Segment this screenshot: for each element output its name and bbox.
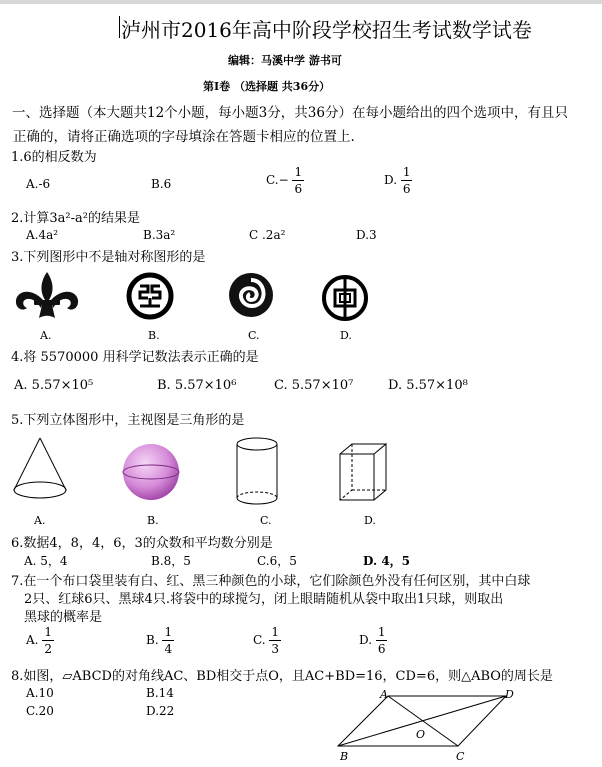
q6-option-c: C.6，5 [257,554,297,568]
page-title: 泸州市2016年高中阶段学校招生考试数学试卷 [121,18,532,42]
q1-d-prefix: D. [384,173,398,187]
q6-option-a: A. 5，4 [24,554,68,568]
point-label-d: D [505,688,514,701]
q2-option-b: B.3a² [143,228,176,242]
text-cursor [119,16,120,38]
q7-option-d [359,626,387,655]
coin-symbol-b-icon [126,272,174,320]
q3-label-a: A. [40,329,52,342]
q8-stem: 8.如图，▱ABCD的对角线AC、BD相交于点O，且AC+BD=16，CD=6，则△ABO的周长是 [11,669,553,684]
q7-option-c [253,626,281,655]
point-label-c: C [456,750,465,763]
q7-line3: 黑球的概率是 [24,610,103,625]
cone-icon [10,434,70,504]
q1-c-numerator: 1 [294,165,303,179]
q7-a-numerator: 1 [44,625,52,639]
q7-option-b [146,626,174,655]
q2-stem: 2.计算3a²-a²的结果是 [11,211,140,226]
q7-line1: 7.在一个布口袋里装有白、红、黑三种颜色的小球，它们除颜色外没有任何区别，其中白球 [11,574,531,589]
q7-line2: 2只、红球6只、黑球4只.将袋中的球搅匀，闭上眼睛随机从袋中取出1只球，则取出 [24,592,504,607]
point-label-a: A [380,688,388,701]
q1-c-denominator: 6 [294,182,303,196]
q5-label-d: D. [364,514,376,527]
q4-option-d: D. 5.57×10⁸ [388,378,468,393]
q4-option-a: A. 5.57×10⁵ [14,378,94,393]
point-label-b: B [340,750,349,763]
q1-option-c [266,166,304,195]
q1-option-a: A.-6 [26,177,51,191]
q7-c-prefix: C. [253,633,266,647]
q1-d-denominator: 6 [402,182,411,196]
rectangular-prism-icon [334,440,392,506]
q3-label-c: C. [248,329,260,342]
q5-stem: 5.下列立体图形中，主视图是三角形的是 [11,413,245,428]
q3-label-b: B. [148,329,160,342]
q7-c-denominator: 3 [271,642,280,656]
q8-option-c: C.20 [26,704,54,718]
q3-label-d: D. [340,329,352,342]
q5-label-c: C. [260,514,272,527]
point-label-o: O [416,728,426,741]
parallelogram-figure [330,690,530,750]
q6-option-d: D. 4，5 [363,554,411,568]
q7-option-a [26,626,54,655]
q6-option-b: B.8，5 [151,554,191,568]
q7-d-numerator: 1 [377,625,386,639]
q3-stem: 3.下列图形中不是轴对称图形的是 [11,250,206,265]
coin-symbol-d-icon [321,272,369,322]
q7-a-denominator: 2 [44,642,52,656]
q2-option-d: D.3 [356,228,377,242]
q4-option-c: C. 5.57×10⁷ [274,378,354,393]
q4-stem: 4.将 5570000 用科学记数法表示正确的是 [11,350,259,365]
top-toolbar-strip [0,0,602,4]
q5-label-b: B. [147,514,159,527]
q8-option-b: B.14 [146,686,174,700]
sphere-icon [122,440,180,504]
editor-line: 编辑：马溪中学 游书可 [228,54,342,67]
q7-a-prefix: A. [26,633,39,647]
q1-d-numerator: 1 [402,165,411,179]
q7-d-prefix: D. [359,633,373,647]
section-intro-line2: 正确的，请将正确选项的字母填涂在答题卡相应的位置上. [13,129,355,145]
q2-option-c: C .2a² [249,228,286,242]
q7-b-numerator: 1 [164,625,173,639]
q7-c-numerator: 1 [271,625,280,639]
q1-c-prefix: C.− [266,173,289,187]
q7-b-prefix: B. [146,633,159,647]
q5-label-a: A. [34,514,46,527]
fleur-de-lis-icon [12,270,82,328]
q4-option-b: B. 5.57×10⁶ [157,378,237,393]
q8-option-a: A.10 [26,686,54,700]
q8-option-d: D.22 [146,704,175,718]
q7-b-denominator: 4 [164,642,173,656]
q1-option-d [384,166,412,195]
section-intro-line1: 一、选择题（本大题共12个小题，每小题3分，共36分）在每小题给出的四个选项中，有且只 [12,105,568,121]
cylinder-icon [232,434,282,510]
spiral-symbol-c-icon [226,270,276,320]
q7-d-denominator: 6 [377,642,386,656]
volume-heading: 第Ⅰ卷 （选择题 共36分） [203,80,331,93]
q6-stem: 6.数据4，8，4，6，3的众数和平均数分别是 [11,536,273,551]
q1-stem: 1.6的相反数为 [11,150,97,165]
q2-option-a: A.4a² [26,228,59,242]
q1-option-b: B.6 [151,177,172,191]
